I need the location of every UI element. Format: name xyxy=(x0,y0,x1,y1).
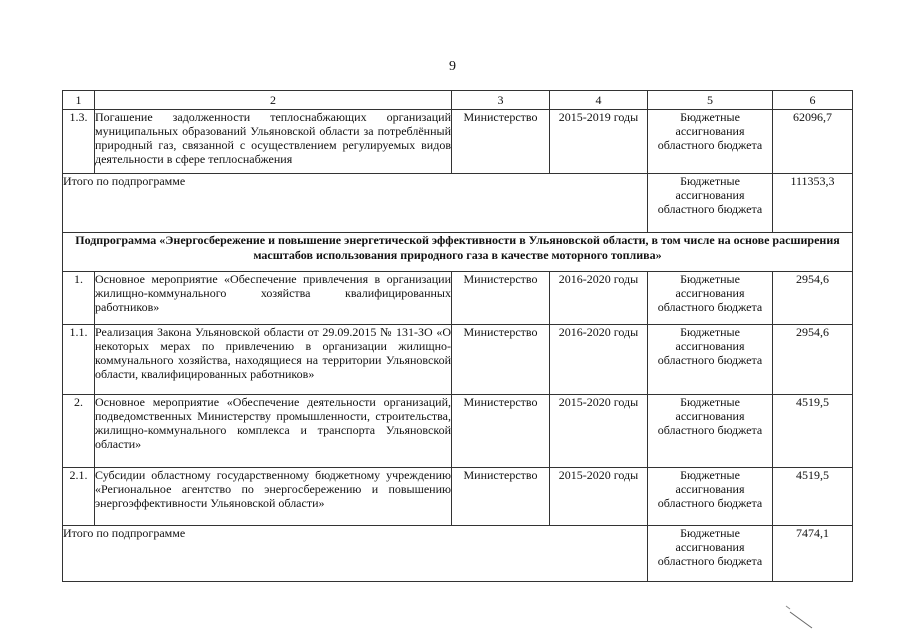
page-number: 9 xyxy=(449,59,456,74)
table-row xyxy=(63,468,853,526)
row-number: 1.3. xyxy=(63,110,95,174)
total-funding-source: Бюджетные ассигнования областного бюджета xyxy=(648,526,773,582)
row-period: 2015-2019 годы xyxy=(550,110,648,174)
row-funding-source: Бюджетные ассигнования областного бюджета xyxy=(648,325,773,395)
row-amount: 4519,5 xyxy=(773,395,853,468)
table-row xyxy=(63,395,853,468)
row-period: 2016-2020 годы xyxy=(550,272,648,325)
row-number: 1.1. xyxy=(63,325,95,395)
total-funding-source: Бюджетные ассигнования областного бюджета xyxy=(648,174,773,233)
header-cell: 1 xyxy=(63,91,95,110)
header-cell: 4 xyxy=(550,91,648,110)
header-cell: 3 xyxy=(452,91,550,110)
program-table xyxy=(62,90,853,582)
row-executor: Министерство xyxy=(452,395,550,468)
row-period: 2015-2020 годы xyxy=(550,468,648,526)
row-description: Погашение задолженности теплоснабжающих организаций муниципальных образований Ульяновской области за потреблённый природный газ, связанной с осуществлением регулируемых видов деятельности в сфере теплоснабжения xyxy=(95,110,452,174)
table-row xyxy=(63,272,853,325)
row-amount: 62096,7 xyxy=(773,110,853,174)
table-row xyxy=(63,110,853,174)
row-description: Реализация Закона Ульяновской области от 29.09.2015 № 131-ЗО «О некоторых мерах по привлечению в организации жилищно-коммунального хозяйства, находящиеся на территории Ульяновской области, квалифицированных работников» xyxy=(95,325,452,395)
row-amount: 4519,5 xyxy=(773,468,853,526)
row-number: 2.1. xyxy=(63,468,95,526)
total-amount: 111353,3 xyxy=(773,174,853,233)
row-period: 2016-2020 годы xyxy=(550,325,648,395)
row-description: Основное мероприятие «Обеспечение привлечения в организации жилищно-коммунального хозяйства квалифицированных работников» xyxy=(95,272,452,325)
row-amount: 2954,6 xyxy=(773,272,853,325)
header-row xyxy=(63,91,853,110)
row-funding-source: Бюджетные ассигнования областного бюджета xyxy=(648,110,773,174)
header-cell: 6 xyxy=(773,91,853,110)
row-description: Субсидии областному государственному бюджетному учреждению «Региональное агентство по энергосбережению и повышению энергоэффективности Ульяновской области» xyxy=(95,468,452,526)
row-executor: Министерство xyxy=(452,468,550,526)
row-funding-source: Бюджетные ассигнования областного бюджета xyxy=(648,272,773,325)
total-label: Итого по подпрограмме xyxy=(63,526,648,582)
subprogram-row xyxy=(63,233,853,272)
total-label: Итого по подпрограмме xyxy=(63,174,648,233)
row-executor: Министерство xyxy=(452,272,550,325)
row-funding-source: Бюджетные ассигнования областного бюджета xyxy=(648,468,773,526)
header-cell: 5 xyxy=(648,91,773,110)
row-funding-source: Бюджетные ассигнования областного бюджета xyxy=(648,395,773,468)
row-period: 2015-2020 годы xyxy=(550,395,648,468)
total-amount: 7474,1 xyxy=(773,526,853,582)
header-cell: 2 xyxy=(95,91,452,110)
table-row xyxy=(63,325,853,395)
subprogram-title: Подпрограмма «Энергосбережение и повышение энергетической эффективности в Ульяновской области, в том числе на основе расширения масштабов использования природного газа в качестве моторного топлива» xyxy=(63,233,853,272)
row-amount: 2954,6 xyxy=(773,325,853,395)
row-executor: Министерство xyxy=(452,110,550,174)
total-row xyxy=(63,526,853,582)
row-number: 2. xyxy=(63,395,95,468)
total-row xyxy=(63,174,853,233)
row-description: Основное мероприятие «Обеспечение деятельности организаций, подведомственных Министерству промышленности, строительства, жилищно-коммунального комплекса и транспорта Ульяновской области» xyxy=(95,395,452,468)
row-executor: Министерство xyxy=(452,325,550,395)
row-number: 1. xyxy=(63,272,95,325)
